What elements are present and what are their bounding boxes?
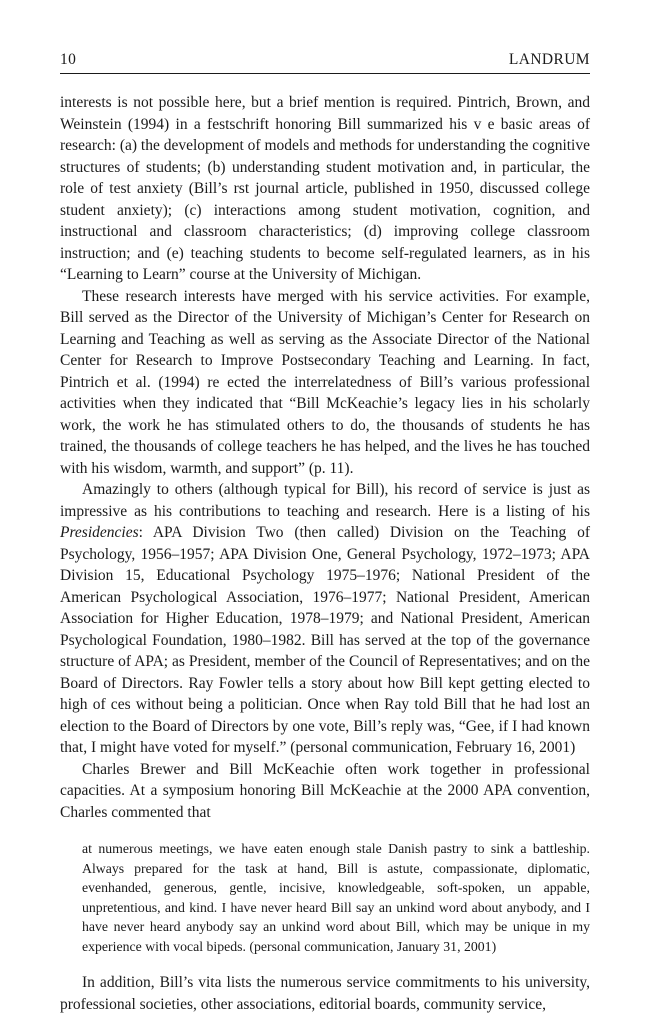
running-title: LANDRUM [508, 51, 590, 68]
paragraph-2: These research interests have merged with his service activities. For example, Bill served as the Director of the University of Michigan’s Center for Research on Learning and Teaching as well as serving as the Associate Director of the National Center for Research to Improve Postsecondary Teaching and Learning. In fact, Pintrich et al. (1994) re ected the interrelatedness of Bill’s various professional activities when they indicated that “Bill McKeachie’s legacy lies in his scholarly work, the work he has stimulated others to do, the thousands of students he has trained, the thousands of college teachers he has helped, and the lives he has touched with his wisdom, warmth, and support” (p. 11). [60, 287, 590, 477]
running-head [60, 51, 590, 69]
header-rule [60, 73, 590, 74]
paragraph-3-text-a: Amazingly to others (although typical for Bill), his record of service is just as impressive as his contributions to teaching and research. Here is a listing of his [60, 481, 590, 520]
paragraph-1: interests is not possible here, but a brief mention is required. Pintrich, Brown, and Weinstein (1994) in a festschrift honoring Bill summarized his v e basic areas of research: (a) the development of models and methods for understanding the cognitive structures of students; (b) understanding student motivation and, in particular, the role of test anxiety (Bill’s rst journal article, published in 1950, discussed college student anxiety); (c) interactions among student motivation, cognition, and instructional and classroom characteristics; (d) improving college classroom instruction; and (e) teaching students to become self-regulated learners, as in his “Learning to Learn” course at the University of Michigan. [60, 94, 590, 283]
page-number: 10 [60, 51, 77, 68]
presidencies-italic: Presidencies [60, 524, 139, 541]
paragraph-3-text-b: : APA Division Two (then called) Division on the Teaching of Psychology, 1956–1957; APA Division One, General Psychology, 1972–1973; APA Division 15, Educational Psychology 1975–1976; National President of the American Psychological Association, 1976–1977; National President, American Association for Higher Education, 1978–1979; and National President, American Psychological Foundation, 1980–1982. Bill has served at the top of the governance structure of APA; as President, member of the Council of Representatives; and on the Board of Directors. Ray Fowler tells a story about how Bill kept getting elected to high of ces without being a politician. Once when Ray told Bill that he had lost an election to the Board of Directors by one vote, Bill’s reply was, “Gee, if I had known that, I might have voted for myself.” (personal communication, February 16, 2001) [60, 524, 590, 756]
paragraph-5: In addition, Bill’s vita lists the numerous service commitments to his university, professional societies, other associations, editorial boards, community service, [60, 974, 590, 1013]
body-text [60, 92, 590, 1015]
paragraph-3 [60, 479, 590, 759]
block-quote: at numerous meetings, we have eaten enough stale Danish pastry to sink a battleship. Always prepared for the task at hand, Bill is astute, compassionate, diplomatic, evenhanded, generous, gentle, incisive, knowledgeable, soft-spoken, un appable, unpretentious, and kind. I have never heard Bill say an unkind word about anybody, and I have never heard anybody say an unkind word about Bill, which may be unique in my experience with vocal bipeds. (personal communication, January 31, 2001) [82, 841, 590, 954]
paragraph-4: Charles Brewer and Bill McKeachie often work together in professional capacities. At a symposium honoring Bill McKeachie at the 2000 APA convention, Charles commented that [60, 760, 590, 821]
